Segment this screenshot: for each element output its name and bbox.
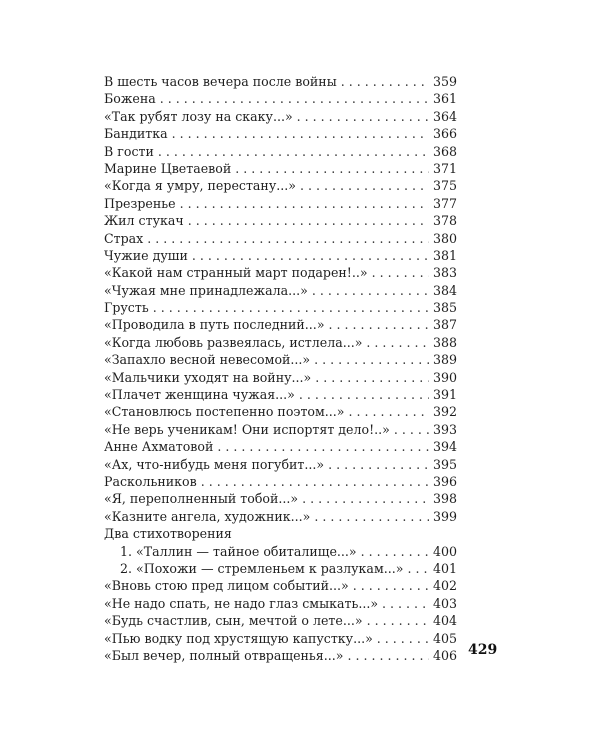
- toc-entry: [104, 125, 457, 142]
- toc-entry-page: 364: [432, 108, 457, 124]
- toc-entry: [104, 299, 457, 316]
- toc-entry-title: «Я, переполненный тобой...»: [104, 491, 299, 507]
- toc-entry-title: «Проводила в путь последний...»: [104, 317, 325, 333]
- toc-entry-page: 387: [432, 317, 457, 333]
- toc-entry: [104, 316, 457, 333]
- dot-leader: [160, 90, 429, 107]
- dot-leader: [235, 160, 429, 177]
- dot-leader: [201, 473, 429, 490]
- toc-entry: [104, 456, 457, 473]
- toc-entry-title: В гости: [104, 143, 154, 159]
- toc-entry: [104, 230, 457, 247]
- toc-entry-page: 396: [432, 473, 457, 489]
- dot-leader: [314, 508, 429, 525]
- toc-entry: [104, 160, 457, 177]
- toc-entry: [104, 143, 457, 160]
- dot-leader: [299, 386, 429, 403]
- toc-entry-page: 404: [432, 613, 457, 629]
- dot-leader: [353, 577, 429, 594]
- toc-entry-title: «Какой нам странный март подарен!..»: [104, 265, 368, 281]
- toc-entry-title: «Не верь ученикам! Они испортят дело!..»: [104, 421, 390, 437]
- dot-leader: [367, 612, 429, 629]
- toc-entry-title: «Будь счастлив, сын, мечтой о лете...»: [104, 613, 363, 629]
- toc-entry-title: Марине Цветаевой: [104, 160, 232, 176]
- toc-entry-title: «Плачет женщина чужая...»: [104, 387, 295, 403]
- toc-entry-title: Анне Ахматовой: [104, 439, 214, 455]
- toc-entry: [104, 595, 457, 612]
- dot-leader: [329, 316, 429, 333]
- toc-entry-title: «Чужая мне принадлежала...»: [104, 282, 308, 298]
- toc-entry: [104, 108, 457, 125]
- toc-entry-page: 398: [432, 491, 457, 507]
- toc-entry-page: 399: [432, 508, 457, 524]
- toc-entry-page: 385: [432, 300, 457, 316]
- toc-entry: [104, 212, 457, 229]
- toc-entry-page: 403: [432, 595, 457, 611]
- toc-entry-title: Бандитка: [104, 126, 168, 142]
- toc-entry-title: «Так рубят лозу на скаку...»: [104, 108, 293, 124]
- toc-entry-title: «Ах, что-нибудь меня погубит...»: [104, 456, 325, 472]
- toc-entry-page: 368: [432, 143, 457, 159]
- toc-entry-page: 359: [432, 74, 457, 89]
- toc-entry-page: 378: [432, 213, 457, 229]
- toc-entry-title: Раскольников: [104, 473, 197, 489]
- dot-leader: [158, 143, 429, 160]
- toc-entry: [104, 90, 457, 107]
- dot-leader: [147, 230, 429, 247]
- dot-leader: [217, 438, 429, 455]
- dot-leader: [188, 212, 429, 229]
- toc-entry: [104, 490, 457, 507]
- toc-entry-page: 361: [432, 91, 457, 107]
- dot-leader: [297, 108, 429, 125]
- toc-entry: [104, 369, 457, 386]
- toc-entry: [104, 403, 457, 420]
- toc-entry-title: 2. «Похожи — стремленьем к разлукам...»: [120, 560, 404, 576]
- toc-entry-page: 406: [432, 647, 457, 663]
- toc-entry: [104, 195, 457, 212]
- toc-entry: [104, 177, 457, 194]
- toc-section-heading: [104, 525, 457, 542]
- dot-leader: [372, 264, 429, 281]
- toc-entry: [104, 647, 457, 664]
- dot-leader: [328, 456, 429, 473]
- toc-entry-title: В шесть часов вечера после войны: [104, 74, 337, 89]
- toc-entry-page: 380: [432, 230, 457, 246]
- toc-entry: [104, 421, 457, 438]
- page-number: 429: [468, 642, 498, 658]
- toc-entry-title: Грусть: [104, 300, 149, 316]
- toc-entry-page: 389: [432, 352, 457, 368]
- dot-leader: [382, 595, 429, 612]
- toc-entry-page: 393: [432, 421, 457, 437]
- toc-entry: [104, 351, 457, 368]
- dot-leader: [192, 247, 429, 264]
- toc-entry-page: 395: [432, 456, 457, 472]
- toc-entry: [104, 386, 457, 403]
- section-heading-title: Два стихотворения: [104, 526, 232, 542]
- dot-leader: [314, 351, 429, 368]
- dot-leader: [394, 421, 429, 438]
- toc-entry-page: 394: [432, 439, 457, 455]
- toc-entry-page: 392: [432, 404, 457, 420]
- toc-entry-page: 371: [432, 160, 457, 176]
- dot-leader: [349, 403, 429, 420]
- toc-entry: [104, 438, 457, 455]
- toc-entry-page: 381: [432, 247, 457, 263]
- toc-entry-title: «Мальчики уходят на войну...»: [104, 369, 312, 385]
- toc-entry-page: 391: [432, 387, 457, 403]
- dot-leader: [347, 647, 429, 664]
- toc-entry-title: «Запахло весной невесомой...»: [104, 352, 311, 368]
- toc-entry-page: 366: [432, 126, 457, 142]
- toc-entry-title: «Когда я умру, перестану...»: [104, 178, 296, 194]
- toc-entry-title: «Становлюсь постепенно поэтом...»: [104, 404, 345, 420]
- toc-entry: [104, 577, 457, 594]
- toc-entry-page: 384: [432, 282, 457, 298]
- toc-entry-title: «Когда любовь развеялась, истлела...»: [104, 334, 363, 350]
- dot-leader: [366, 334, 429, 351]
- toc-entry-title: Божена: [104, 91, 156, 107]
- toc-entry: [104, 282, 457, 299]
- toc-entry-page: 383: [432, 265, 457, 281]
- dot-leader: [153, 299, 429, 316]
- toc-entry-title: «Был вечер, полный отвращенья...»: [104, 647, 344, 663]
- dot-leader: [172, 125, 429, 142]
- dot-leader: [341, 73, 429, 90]
- toc-entry-title: «Казните ангела, художник...»: [104, 508, 311, 524]
- toc-entry-page: 401: [432, 560, 457, 576]
- toc-entry: [104, 73, 457, 90]
- toc-entry: [104, 473, 457, 490]
- dot-leader: [315, 369, 429, 386]
- toc-entry: [104, 247, 457, 264]
- toc-entry-title: Чужие души: [104, 247, 188, 263]
- toc-entry-title: «Не надо спать, не надо глаз смыкать...»: [104, 595, 379, 611]
- toc-entry-page: 405: [432, 630, 457, 646]
- toc-entry-page: 388: [432, 334, 457, 350]
- toc-entry: [104, 264, 457, 281]
- toc-sub-entry: [104, 560, 457, 577]
- dot-leader: [377, 630, 429, 647]
- toc-entry-page: 400: [432, 543, 457, 559]
- dot-leader: [407, 560, 429, 577]
- toc-entry-title: Страх: [104, 230, 144, 246]
- toc-entry-title: 1. «Таллин — тайное обиталище...»: [120, 543, 357, 559]
- dot-leader: [300, 177, 429, 194]
- toc-entry: [104, 630, 457, 647]
- dot-leader: [361, 543, 429, 560]
- toc-entry-title: Презренье: [104, 195, 176, 211]
- toc-entry: [104, 612, 457, 629]
- dot-leader: [180, 195, 429, 212]
- toc-entry-title: «Пью водку под хрустящую капустку...»: [104, 630, 373, 646]
- toc-sub-entry: [104, 543, 457, 560]
- dot-leader: [312, 282, 429, 299]
- toc-entry-page: 390: [432, 369, 457, 385]
- dot-leader: [302, 490, 429, 507]
- toc-entry-page: 377: [432, 195, 457, 211]
- toc-entry-title: Жил стукач: [104, 213, 184, 229]
- toc-entry-page: 375: [432, 178, 457, 194]
- toc-entry-page: 402: [432, 578, 457, 594]
- toc-entry-title: «Вновь стою пред лицом событий...»: [104, 578, 349, 594]
- toc-entry: [104, 508, 457, 525]
- table-of-contents: [104, 73, 457, 664]
- toc-entry: [104, 334, 457, 351]
